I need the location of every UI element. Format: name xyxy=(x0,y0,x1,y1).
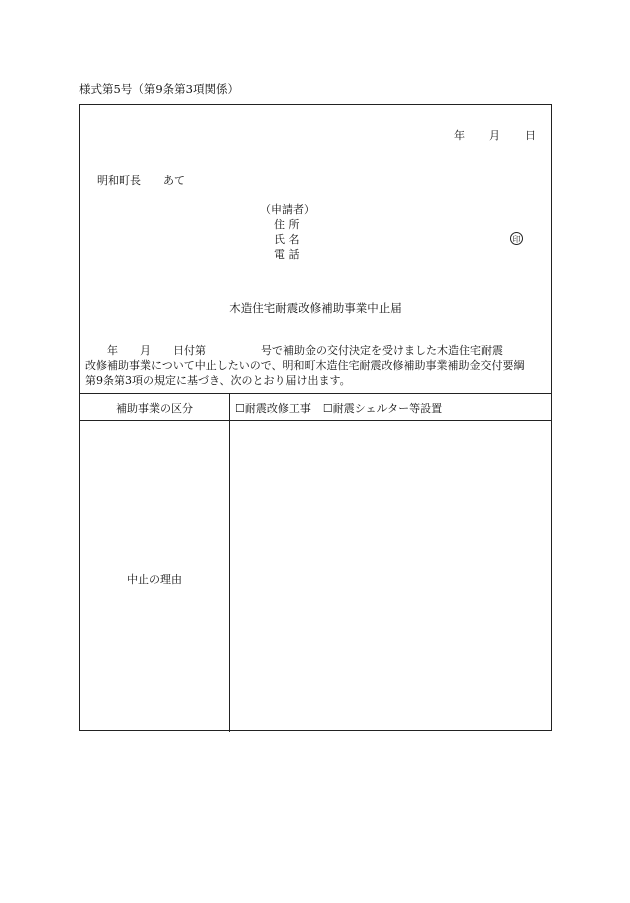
body-line-1: 年 月 日付第 号で補助金の交付決定を受けました木造住宅耐震 xyxy=(85,344,503,357)
option-seismic-shelter-label: 耐震シェルター等設置 xyxy=(332,402,443,415)
body-line-2: 改修補助事業について中止したいので、明和町木造住宅耐震改修補助事業補助金交付要綱 xyxy=(85,359,525,372)
date-month-label: 月 xyxy=(489,129,500,142)
document-title: 木造住宅耐震改修補助事業中止届 xyxy=(229,301,402,315)
category-label: 補助事業の区分 xyxy=(116,402,193,415)
reason-label: 中止の理由 xyxy=(127,573,182,586)
checkbox-seismic-shelter[interactable]: ☐ xyxy=(322,402,333,415)
table-column-divider xyxy=(229,393,230,732)
address-label: 住 所 xyxy=(274,218,300,231)
applicant-block xyxy=(260,202,315,262)
option-seismic-retrofit-label: 耐震改修工事 xyxy=(244,402,311,415)
phone-label: 電 話 xyxy=(274,248,300,261)
body-text xyxy=(85,343,551,388)
table-row-divider xyxy=(80,420,551,421)
form-frame xyxy=(79,104,552,731)
table-top-border xyxy=(80,393,551,394)
category-options xyxy=(235,400,442,416)
body-line-3: 第9条第3項の規定に基づき、次のとおり届け出ます。 xyxy=(85,374,351,387)
addressee: 明和町長 あて xyxy=(97,174,185,187)
form-number: 様式第5号（第9条第3項関係） xyxy=(79,82,239,96)
name-label: 氏 名 xyxy=(274,233,300,246)
checkbox-seismic-retrofit[interactable]: ☐ xyxy=(235,402,245,415)
date-year-label: 年 xyxy=(454,129,465,142)
seal-icon: 印 xyxy=(510,232,523,245)
applicant-heading: （申請者） xyxy=(260,203,315,216)
date-day-label: 日 xyxy=(525,129,536,142)
reason-field[interactable] xyxy=(232,423,548,727)
